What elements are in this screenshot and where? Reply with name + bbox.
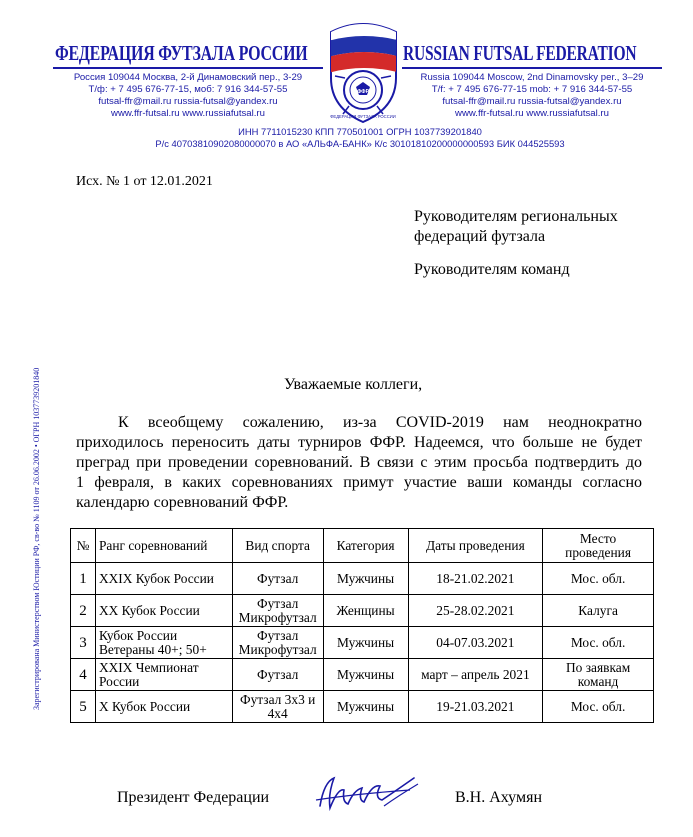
row-place: Калуга [543,595,654,627]
table-row [71,595,654,627]
row-dates: 25-28.02.2021 [408,595,543,627]
registration-side-note: Зарегистрирована Министерством Юстиции РФ, св-во № 1109 от 26.06.2002 • ОГРН 1037739201840 [32,367,41,710]
body-paragraph [76,413,642,513]
contact-en-email[interactable]: futsal-ffr@mail.ru russia-futsal@yandex.ru [442,96,622,107]
letterhead-rule-right [402,67,662,69]
row-place: По заявкам команд [543,659,654,691]
body-line-1: К всеобщему сожалению, из-за COVID-2019 нам неоднократно [118,414,642,431]
row-place: Мос. обл. [543,691,654,723]
contact-ru-address: Россия 109044 Москва, 2-й Динамовский пер., 3-29 [73,72,303,83]
row-num: 3 [71,627,96,659]
row-num: 5 [71,691,96,723]
row-category: Мужчины [323,627,408,659]
row-category: Мужчины [323,691,408,723]
federation-emblem [325,18,402,124]
row-dates: март – апрель 2021 [408,659,543,691]
contact-en-web[interactable]: www.ffr-futsal.ru www.russiafutsal.ru [455,108,609,119]
registry-line-2: Р/с 40703810902080000070 в АО «АЛЬФА-БАНК» К/с 30101810200000000593 БИК 044525593 [155,138,565,149]
row-place: Мос. обл. [543,563,654,595]
row-rank: XXIX Чемпионат России [95,659,232,691]
row-sport: Футзал Микрофутзал [232,595,323,627]
row-category: Мужчины [323,563,408,595]
table-row [71,627,654,659]
table-header-row [71,529,654,563]
row-rank: XXIX Кубок России [95,563,232,595]
header-category: Категория [323,529,408,563]
header-rank: Ранг соревнований [95,529,232,563]
contact-ru-web[interactable]: www.ffr-futsal.ru www.russiafutsal.ru [111,108,265,119]
signatory-position: Президент Федерации [117,789,270,806]
table-row [71,659,654,691]
header-place: Место проведения [543,529,654,563]
row-sport: Футзал [232,659,323,691]
contacts-ru [50,72,326,120]
emblem-badge: ФФР [357,89,369,95]
row-sport: Футзал Микрофутзал [232,627,323,659]
greeting: Уважаемые коллеги, [284,376,423,393]
row-category: Мужчины [323,659,408,691]
row-dates: 04-07.03.2021 [408,627,543,659]
contact-en-phone: T/f: + 7 495 676-77-15 mob: + 7 916 344-57-55 [431,84,633,95]
contact-ru-email[interactable]: futsal-ffr@mail.ru russia-futsal@yandex.ru [98,96,278,107]
row-dates: 19-21.03.2021 [408,691,543,723]
header-num: № [71,529,96,563]
letterhead-title-en: RUSSIAN FUTSAL FEDERATION [403,41,637,65]
header-sport: Вид спорта [232,529,323,563]
row-rank: X Кубок России [95,691,232,723]
row-rank: XX Кубок России [95,595,232,627]
contact-ru-phone: Т/ф: + 7 495 676-77-15, моб: 7 916 344-57-55 [88,84,288,95]
addressee-line-1: Руководителям региональных [414,208,618,225]
row-sport: Футзал [232,563,323,595]
body-line-5: календарю соревнований ФФР. [76,494,289,511]
addressee-line-3: Руководителям команд [414,261,570,278]
body-line-3: преград при проведении соревнований. В связи с этим просьба подтвердить до [76,454,642,471]
letterhead-rule-left [53,67,323,69]
row-rank: Кубок России Ветераны 40+; 50+ [95,627,232,659]
table-row [71,691,654,723]
row-dates: 18-21.02.2021 [408,563,543,595]
body-line-2: приходилось переносить даты турниров ФФР. Надеемся, что больше не будет [76,434,642,451]
body-line-4: 1 февраля, в каких соревнованиях примут участие ваши команды согласно [76,474,642,491]
registry-line-1: ИНН 7711015230 КПП 770501001 ОГРН 1037739201840 [238,126,482,137]
row-sport: Футзал 3х3 и 4х4 [232,691,323,723]
header-dates: Даты проведения [408,529,543,563]
row-category: Женщины [323,595,408,627]
letterhead-title-ru: ФЕДЕРАЦИЯ ФУТЗАЛА РОССИИ [55,41,308,65]
emblem-text: ФЕДЕРАЦИЯ ФУТЗАЛА РОССИИ [330,114,396,119]
row-place: Мос. обл. [543,627,654,659]
outgoing-reference: Исх. № 1 от 12.01.2021 [76,174,213,189]
signatory-name: В.Н. Ахумян [455,789,543,806]
row-num: 4 [71,659,96,691]
addressee-line-2: федераций футзала [414,228,546,245]
row-num: 2 [71,595,96,627]
table-row [71,563,654,595]
competitions-table [70,528,654,723]
handwritten-signature [314,770,422,818]
contacts-en [398,72,666,120]
contact-en-address: Russia 109044 Moscow, 2nd Dinamovsky per., 3–29 [420,72,644,83]
row-num: 1 [71,563,96,595]
